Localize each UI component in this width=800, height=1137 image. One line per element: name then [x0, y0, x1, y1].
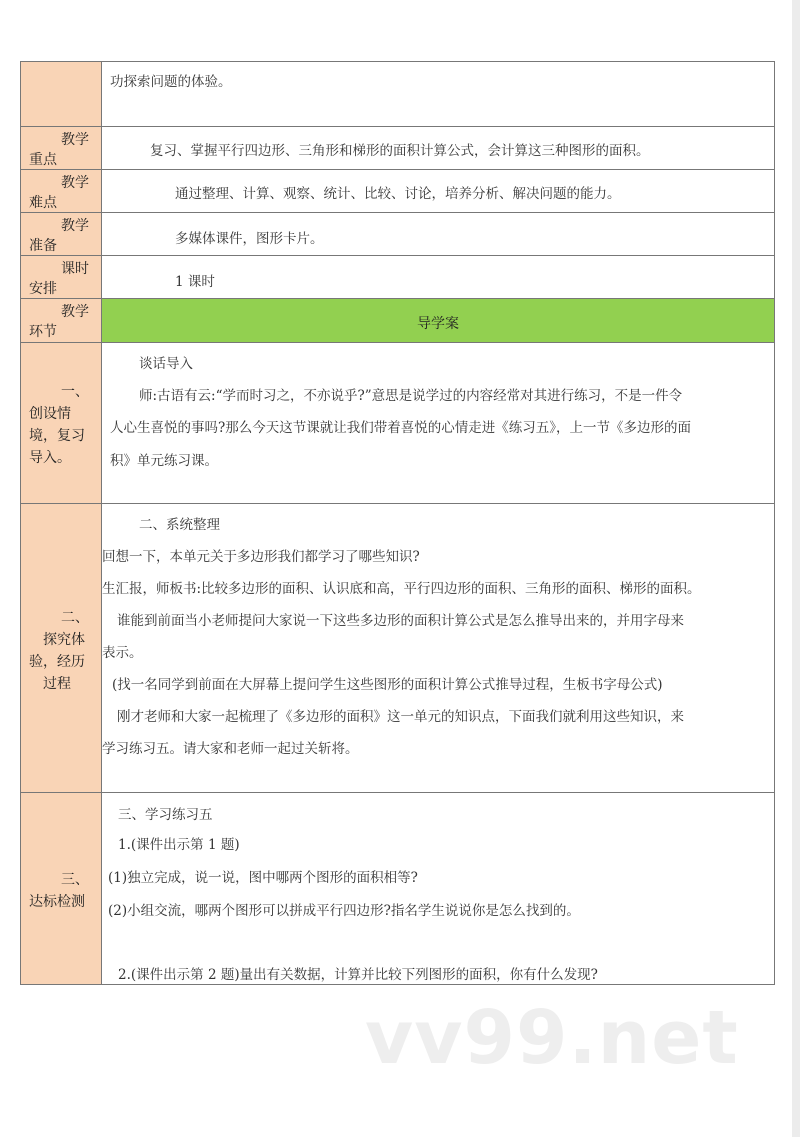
- label-line: 课时: [61, 261, 89, 277]
- row-label: [21, 170, 102, 212]
- label-line: 教学: [61, 175, 89, 191]
- content-line: (2)小组交流，哪两个图形可以拼成平行四边形?指名学生说说你是怎么找到的。: [108, 903, 580, 919]
- section-explore: [20, 503, 775, 792]
- content-line: 二、系统整理: [139, 517, 220, 533]
- content-line: 多媒体课件，图形卡片。: [175, 231, 324, 247]
- label-line: 创设情: [29, 406, 71, 422]
- content-line: (找一名同学到前面在大屏幕上提问学生这些图形的面积计算公式推导过程，生板书字母公式): [112, 677, 663, 693]
- page-edge: [792, 0, 800, 1137]
- label-line: 验，经历: [29, 654, 85, 670]
- table-row-preparation: [20, 212, 775, 255]
- label-line: 达标检测: [29, 894, 85, 910]
- label-line: 安排: [29, 281, 57, 297]
- row-label: [21, 213, 102, 255]
- label-line: 教学: [61, 218, 89, 234]
- label-line: 过程: [43, 676, 71, 692]
- section-label: [21, 343, 102, 503]
- section-check: [20, 792, 775, 985]
- content-line: 生汇报，师板书:比较多边形的面积、认识底和高，平行四边形的面积、三角形的面积、梯形的面积。: [102, 581, 701, 597]
- row-content: [102, 62, 774, 126]
- content-line: 刚才老师和大家一起梳理了《多边形的面积》这一单元的知识点，下面我们就利用这些知识，来: [117, 709, 684, 725]
- content-line: 复习、掌握平行四边形、三角形和梯形的面积计算公式，会计算这三种图形的面积。: [150, 143, 650, 159]
- label-line: 教学: [61, 132, 89, 148]
- table-row-stage-header: [20, 298, 775, 342]
- table-row-schedule: [20, 255, 775, 298]
- watermark: vv99.net: [365, 995, 739, 1081]
- content-line: 人心生喜悦的事吗?那么今天这节课就让我们带着喜悦的心情走进《练习五》，上一节《多边形的面: [110, 420, 691, 436]
- section-label: [21, 793, 102, 984]
- section-label: [21, 504, 102, 792]
- label-line: 探究体: [43, 632, 85, 648]
- content-line: 三、学习练习五: [118, 807, 213, 823]
- label-line: 重点: [29, 152, 57, 168]
- content-line: 表示。: [102, 645, 143, 661]
- guide-header: 导学案: [417, 316, 459, 332]
- row-label: [21, 299, 102, 342]
- label-line: 三、: [61, 872, 89, 888]
- content-line: 积》单元练习课。: [110, 453, 218, 469]
- label-line: 境，复习: [29, 428, 85, 444]
- content-line: 1 课时: [175, 274, 215, 290]
- content-line: (1)独立完成，说一说，图中哪两个图形的面积相等?: [108, 870, 418, 886]
- row-label: [21, 127, 102, 169]
- label-line: 环节: [29, 324, 57, 340]
- table-row: [20, 61, 775, 126]
- content-line: 2.(课件出示第 2 题)量出有关数据，计算并比较下列图形的面积，你有什么发现?: [118, 967, 598, 983]
- table-row-difficulties: [20, 169, 775, 212]
- label-line: 导入。: [29, 450, 71, 466]
- row-label: [21, 62, 102, 126]
- section-intro: [20, 342, 775, 503]
- guide-header-cell: [102, 299, 774, 342]
- content-line: 通过整理、计算、观察、统计、比较、讨论，培养分析、解决问题的能力。: [175, 186, 621, 202]
- content-line: 师:古语有云:“学而时习之，不亦说乎?”意思是说学过的内容经常对其进行练习，不是一件令: [139, 388, 683, 404]
- row-label: [21, 256, 102, 298]
- label-line: 准备: [29, 238, 57, 254]
- content-line: 谈话导入: [139, 356, 193, 372]
- label-line: 难点: [29, 195, 57, 211]
- content-line: 谁能到前面当小老师提问大家说一下这些多边形的面积计算公式是怎么推导出来的，并用字母来: [117, 613, 684, 629]
- label-line: 二、: [61, 610, 89, 626]
- content-line: 学习练习五。请大家和老师一起过关斩将。: [102, 741, 359, 757]
- table-row-key-points: [20, 126, 775, 169]
- content-line: 1.(课件出示第 1 题): [118, 837, 240, 853]
- label-line: 教学: [61, 304, 89, 320]
- content-line: 功探索问题的体验。: [110, 74, 232, 90]
- label-line: 一、: [61, 384, 89, 400]
- content-line: 回想一下，本单元关于多边形我们都学习了哪些知识?: [102, 549, 420, 565]
